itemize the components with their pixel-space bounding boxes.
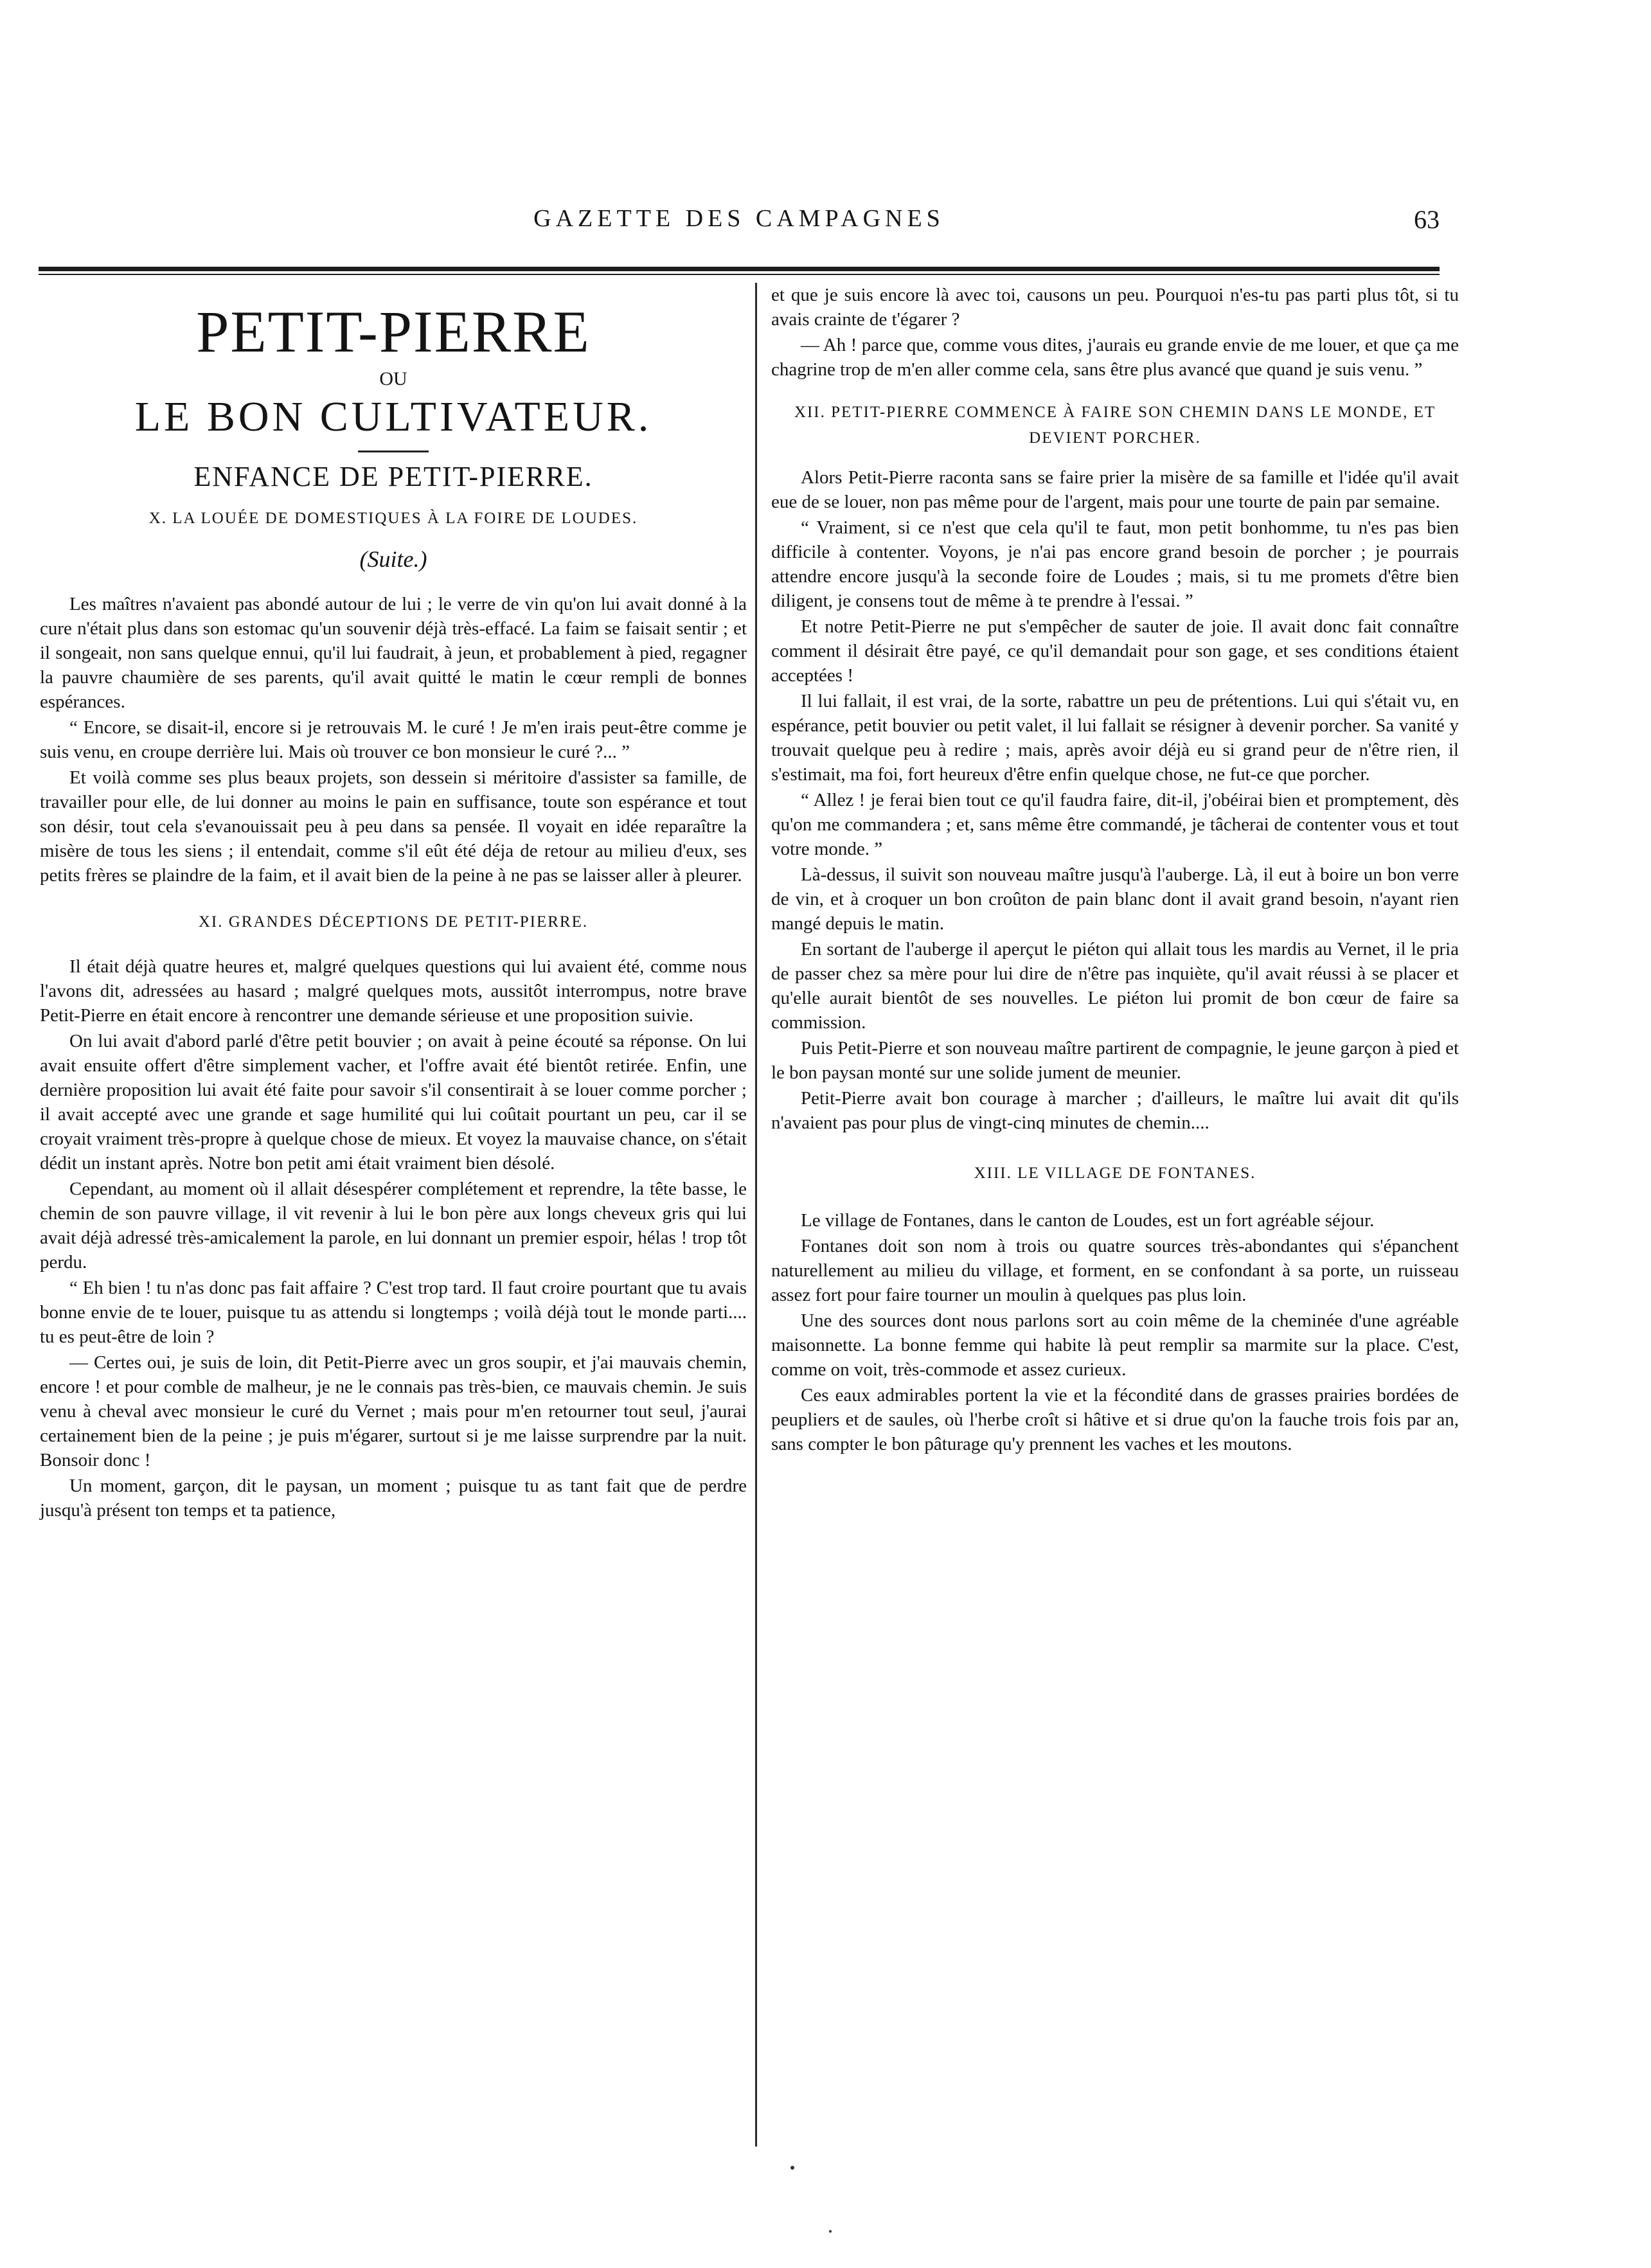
paragraph: et que je suis encore là avec toi, causons un peu. Pourquoi n'es-tu pas parti plus tôt, si tu avais crainte de t'égarer ?: [771, 285, 1459, 330]
paragraph: Il lui fallait, il est vrai, de la sorte, rabattre un peu de prétentions. Lui qui s'était vu, en espérance, petit bouvier ou petit valet, il lui fallait se résigner à devenir porcher. Sa vanité y trouvait quelque peu à redire ; mais, après avoir déjà eu si grand peur de n'être rien, il s'estimait, ma foi, fort heureux d'être enfin quelque chose, ne fut-ce que porcher.: [771, 691, 1459, 785]
page-header: [39, 204, 1440, 243]
paragraph: Et voilà comme ses plus beaux projets, son dessein si méritoire d'assister sa famille, de travailler pour elle, de lui donner au moins le pain en suffisance, toute son espérance et tout son désir, tout cela s'evanouissait peu à peu dans sa pensée. Il voyait en idée reparaître la misère de tous les siens ; il entendait, comme s'il eût été déja de retour au milieu d'eux, ses petits frères se plaindre de la faim, et il avait bien de la peine à ne pas se laisser aller à pleurer.: [40, 767, 747, 886]
suite-label: (Suite.): [359, 546, 427, 573]
title-rule: [358, 451, 429, 452]
paragraph: “ Allez ! je ferai bien tout ce qu'il faudra faire, dit-il, j'obéirai bien et promptement, dès qu'on me commandera ; et, sans même être commandé, je tâcherai de contenter vous et tout votre monde. ”: [771, 790, 1459, 859]
paragraph: Les maîtres n'avaient pas abondé autour de lui ; le verre de vin qu'on lui avait donné à la cure n'était plus dans son estomac qu'un souvenir déjà très-effacé. La faim se faisait sentir ; et il songeait, non sans quelque ennui, qu'il lui faudrait, à jeun, et probablement à pied, regagner la pauvre chaumière de ses parents, qu'il avait quitté le matin le cœur rempli de bonnes espérances.: [40, 594, 747, 713]
chapter-heading: XI. GRANDES DÉCEPTIONS DE PETIT-PIERRE.: [198, 913, 589, 931]
right-column: [771, 283, 1459, 1458]
article-title: PETIT-PIERRE: [196, 299, 591, 364]
chapter-heading: X. LA LOUÉE DE DOMESTIQUES À LA FOIRE DE LOUDES.: [148, 510, 638, 528]
header-rule: [39, 267, 1440, 275]
paragraph: Là-dessus, il suivit son nouveau maître jusqu'à l'auberge. Là, il eut à boire un bon verre de vin, et à croquer un bon croûton de pain blanc dont il avait grand besoin, n'ayant rien mangé depuis le matin.: [771, 864, 1459, 934]
paragraph: “ Encore, se disait-il, encore si je retrouvais M. le curé ! Je m'en irais peut-être comme je suis venu, en croupe derrière lui. Mais où trouver ce bon monsieur le curé ?... ”: [40, 717, 747, 763]
left-column: [40, 283, 747, 1524]
paragraph: Cependant, au moment où il allait désespérer complétement et reprendre, la tête basse, le chemin de son pauvre village, il vit revenir à lui le bon père aux longs cheveux gris qui lui avait déjà adressé très-amicalement la parole, en lui donnant un premier espoir, hélas ! trop tôt perdu.: [40, 1179, 747, 1273]
section-title: ENFANCE DE PETIT-PIERRE.: [193, 461, 593, 493]
paragraph: En sortant de l'auberge il aperçut le piéton qui allait tous les mardis au Vernet, il le pria de passer chez sa mère pour lui dire de n'être pas inquiète, qu'il avait réussi à se placer et qu'elle aurait bientôt de ses nouvelles. Le piéton lui promit de bon cœur de faire sa commission.: [771, 939, 1459, 1033]
paragraph: Puis Petit-Pierre et son nouveau maître partirent de compagnie, le jeune garçon à pied et le bon paysan monté sur une solide jument de meunier.: [771, 1038, 1459, 1083]
paragraph: “ Eh bien ! tu n'as donc pas fait affaire ? C'est trop tard. Il faut croire pourtant que tu avais bonne envie de te louer, puisque tu as attendu si longtemps ; voilà déjà tout le monde parti.... tu es peut-être de loin ?: [40, 1278, 747, 1348]
column-divider: [755, 283, 757, 2147]
running-head-title: GAZETTE DES CAMPAGNES: [533, 205, 945, 232]
paragraph: Un moment, garçon, dit le paysan, un moment ; puisque tu as tant fait que de perdre jusqu'à présent ton temps et ta patience,: [40, 1476, 747, 1521]
chapter-heading: XII. PETIT-PIERRE COMMENCE À FAIRE SON CHEMIN DANS LE MONDE, ET DEVIENT PORCHER.: [794, 404, 1436, 447]
paragraph: — Ah ! parce que, comme vous dites, j'aurais eu grande envie de me louer, et que ça me chagrine trop de m'en aller comme cela, sans être plus avancé que quand je suis venu. ”: [771, 335, 1459, 380]
paragraph: Petit-Pierre avait bon courage à marcher ; d'ailleurs, le maître lui avait dit qu'ils n'avaient pas pour plus de vingt-cinq minutes de chemin....: [771, 1088, 1459, 1133]
paragraph: Alors Petit-Pierre raconta sans se faire prier la misère de sa famille et l'idée qu'il avait eue de se louer, non pas même pour de l'argent, mais pour une tourte de pain par semaine.: [771, 467, 1459, 512]
paragraph: Une des sources dont nous parlons sort au coin même de la cheminée d'une agréable maisonnette. La bonne femme qui habite là peut remplir sa marmite sur la place. C'est, comme on voit, très-commode et assez curieux.: [771, 1310, 1459, 1380]
paragraph: On lui avait d'abord parlé d'être petit bouvier ; on avait à peine écouté sa réponse. On lui avait ensuite offert d'être simplement vacher, et l'offre avait été bientôt retirée. Enfin, une dernière proposition lui avait été faite pour savoir s'il consentirait à se louer comme porcher ; il avait accepté avec une grande et sage humilité qui lui coûtait pourtant un peu, car il se croyait vraiment très-propre à quelque chose de mieux. Et voyez la mauvaise chance, on s'était dédit un instant après. Notre bon petit ami était vraiment bien désolé.: [40, 1031, 747, 1174]
paragraph: — Certes oui, je suis de loin, dit Petit-Pierre avec un gros soupir, et j'ai mauvais chemin, encore ! et pour comble de malheur, je ne le connais pas très-bien, ce mauvais chemin. Je suis venu à cheval avec monsieur le curé du Vernet ; mais pour m'en retourner tout seul, j'aurai certainement bien de la peine ; je puis m'égarer, surtout si je me laisse surprendre par la nuit. Bonsoir donc !: [40, 1352, 747, 1471]
paragraph: Le village de Fontanes, dans le canton de Loudes, est un fort agréable séjour.: [801, 1210, 1375, 1231]
chapter-heading: XIII. LE VILLAGE DE FONTANES.: [974, 1165, 1256, 1182]
article-subtitle: LE BON CULTIVATEUR.: [134, 393, 652, 440]
ink-speck: [829, 2230, 832, 2233]
paragraph: Et notre Petit-Pierre ne put s'empêcher de sauter de joie. Il avait donc fait connaître comment il désirait être payé, ce qu'il demandait pour son gage, et ses conditions étaient acceptées !: [771, 616, 1459, 686]
paragraph: Il était déjà quatre heures et, malgré quelques questions qui lui avaient été, comme nous l'avons dit, adressées au hasard ; malgré quelques mots, aussitôt interrompus, notre brave Petit-Pierre en était encore à rencontrer une demande sérieuse et une proposition suivie.: [40, 956, 747, 1026]
paragraph: Fontanes doit son nom à trois ou quatre sources très-abondantes qui s'épanchent naturellement au milieu du village, et forment, en se confondant à sa porte, un ruisseau assez fort pour faire tourner un moulin à quelques pas plus loin.: [771, 1236, 1459, 1305]
page-number: 63: [1414, 205, 1440, 234]
paragraph: Ces eaux admirables portent la vie et la fécondité dans de grasses prairies bordées de peupliers et de saules, où l'herbe croît si hâtive et si drue qu'on la fauche trois fois par an, sans compter le bon pâturage qu'y prennent les vaches et les moutons.: [771, 1385, 1459, 1454]
ink-speck: [790, 2166, 794, 2170]
article-title-ou: OU: [379, 368, 407, 389]
paragraph: “ Vraiment, si ce n'est que cela qu'il te faut, mon petit bonhomme, tu n'es pas bien difficile à contenter. Voyons, je n'ai pas encore grand besoin de porcher ; je pourrais attendre encore jusqu'à la seconde foire de Loudes ; mais, si tu me promets d'être bien diligent, je consens tout de même à te prendre à l'essai. ”: [771, 517, 1459, 611]
